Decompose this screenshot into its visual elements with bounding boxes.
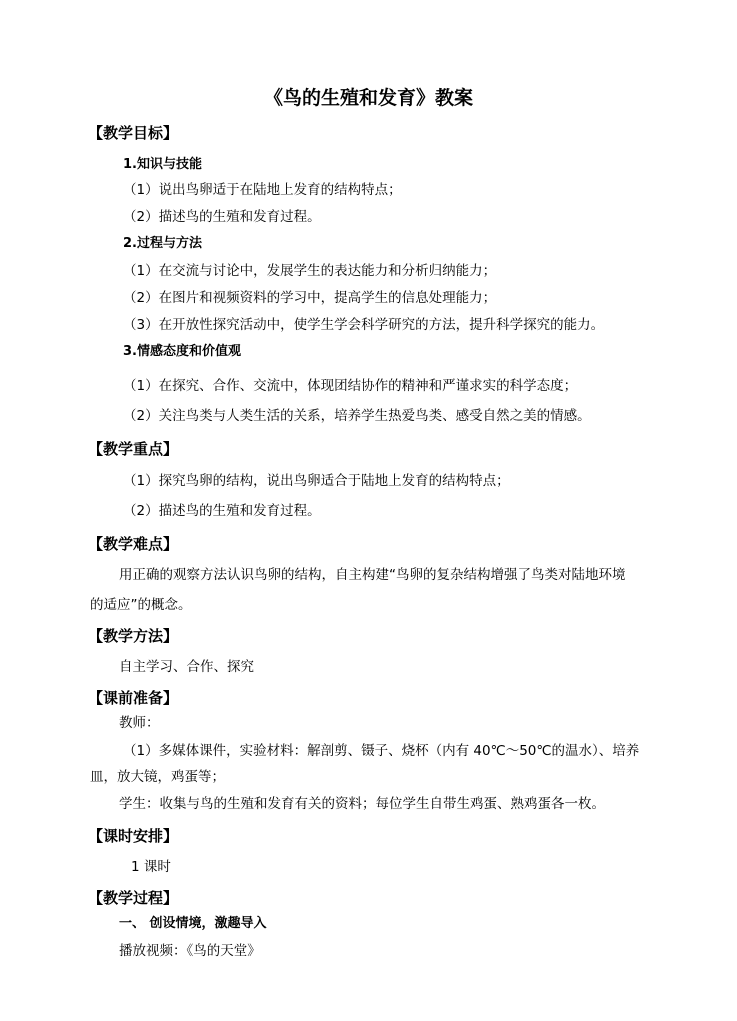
section-heading-objectives: 【教学目标】 — [88, 124, 179, 142]
student-preparation: 学生：收集与鸟的生殖和发育有关的资料；每位学生自带生鸡蛋、熟鸡蛋各一枚。 — [119, 796, 605, 812]
key-point-item: （1）探究鸟卵的结构，说出鸟卵适合于陆地上发育的结构特点； — [123, 473, 510, 489]
section-heading-preparation: 【课前准备】 — [88, 689, 179, 707]
section-heading-difficulties: 【教学难点】 — [88, 535, 179, 553]
objective-item: （1）说出鸟卵适于在陆地上发育的结构特点； — [123, 182, 402, 198]
teacher-materials-line1: （1）多媒体课件，实验材料：解剖剪、镊子、烧杯（内有 40℃～50℃的温水）、培养 — [123, 743, 640, 759]
section-heading-schedule: 【课时安排】 — [88, 827, 179, 845]
key-point-item: （2）描述鸟的生殖和发育过程。 — [123, 503, 321, 519]
teacher-materials-line2: 皿，放大镜，鸡蛋等； — [90, 769, 225, 785]
objective-item: （2）关注鸟类与人类生活的关系，培养学生热爱鸟类、感受自然之美的情感。 — [123, 408, 591, 424]
methods-text: 自主学习、合作、探究 — [119, 659, 254, 675]
subheading-attitudes-values: 3.情感态度和价值观 — [123, 344, 241, 359]
schedule-text: 1 课时 — [131, 859, 171, 875]
difficulty-paragraph-line1: 用正确的观察方法认识鸟卵的结构，自主构建“鸟卵的复杂结构增强了鸟类对陆地环境 — [119, 567, 626, 583]
objective-item: （1）在探究、合作、交流中，体现团结协作的精神和严谨求实的科学态度； — [123, 378, 578, 394]
document-title: 《鸟的生殖和发育》教案 — [263, 87, 473, 109]
difficulty-paragraph-line2: 的适应”的概念。 — [90, 597, 192, 613]
objective-item: （1）在交流与讨论中，发展学生的表达能力和分析归纳能力； — [123, 263, 497, 279]
objective-item: （2）描述鸟的生殖和发育过程。 — [123, 209, 321, 225]
section-heading-process: 【教学过程】 — [88, 889, 179, 907]
objective-item: （2）在图片和视频资料的学习中，提高学生的信息处理能力； — [123, 290, 497, 306]
subheading-knowledge-skills: 1.知识与技能 — [123, 157, 202, 172]
section-heading-key-points: 【教学重点】 — [88, 440, 179, 458]
objective-item: （3）在开放性探究活动中，使学生学会科学研究的方法，提升科学探究的能力。 — [123, 317, 605, 333]
subheading-process-methods: 2.过程与方法 — [123, 236, 202, 251]
teacher-label: 教师： — [119, 715, 160, 731]
process-step-heading: 一、 创设情境，激趣导入 — [119, 916, 267, 931]
process-step-text: 播放视频：《鸟的天堂》 — [119, 943, 261, 959]
section-heading-methods: 【教学方法】 — [88, 627, 179, 645]
